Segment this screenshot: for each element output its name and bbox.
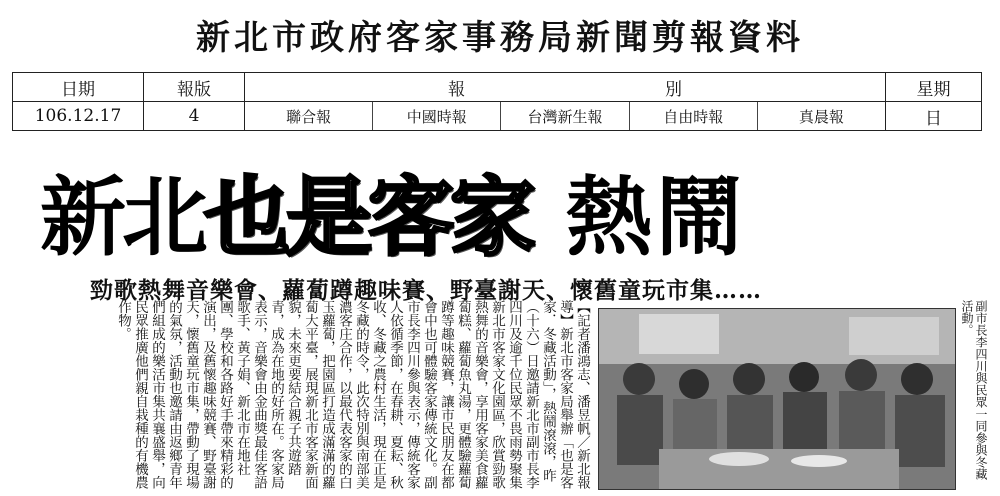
headline-part2: 也是客家 [204, 168, 532, 268]
paper-item: 真晨報 [798, 107, 844, 126]
article-subheadline: 勁歌熱舞音樂會、蘿蔔蹲趣味賽、野臺謝天、懷舊童玩市集…… [90, 277, 762, 304]
paper-label: 報 別 [245, 73, 886, 102]
edition-value: 4 [144, 102, 245, 131]
clipping-meta-table [12, 72, 982, 131]
weekday-value: 日 [886, 102, 982, 131]
date-value: 106.12.17 [13, 102, 144, 131]
article-body: 【記者潘鴻志、潘昱帆／新北報導】新北市客家局舉辦「也是客家．冬藏活動」，熱鬧滾滾，昨（十六）日邀請新北市副市長李四川及逾千位民眾不畏雨勢聚集新北市客家文化園區，欣賞勁歌熱舞的音樂會，享用客家美食蘿蔔糕、蘿蔔魚丸湯，更體驗蘿蔔蹲等趣味競賽，讓市民朋友在都會中也可體驗客家傳統文化。副市長李四川參與表示，傳統客家人依循季節，在春耕、夏耘、秋收、冬藏之農村生活，現在正是冬藏的時令，此次特別與南部美濃客庄合作，以最代表客家的白玉蘿蔔，把園區打造成滿滿的蘿蔔大平臺，展現新北市客家新面貌，未來更要結合親子共遊踏青，成為在地的好所在。客家局表示，音樂會由金曲獎最佳客語歌手、黃子娟、新北市在地社團、學校和各路好手帶來精彩的演出，及舊懷趣味競賽、野臺謝天，懷舊童玩市集，帶動了現場的氣氛，活動也邀請由返鄉青年們組成的樂活市集共襄盛舉，向民眾推廣他們親自栽種的有機農作物。 [115, 300, 590, 489]
paper-item: 中國時報 [373, 102, 501, 130]
paper-item: 聯合報 [245, 102, 373, 130]
photo-caption: 副市長李四川與民眾一同參與冬藏活動。 [960, 300, 988, 480]
article-photo [598, 308, 956, 490]
headline-part1: 新北 [40, 168, 204, 268]
paper-list [245, 102, 886, 131]
weekday-label: 星期 [886, 73, 982, 102]
date-label: 日期 [13, 73, 144, 102]
page-title: 新北市政府客家事務局新聞剪報資料 [196, 18, 804, 58]
paper-item: 台灣新生報 [501, 102, 629, 130]
edition-label: 報版 [144, 73, 245, 102]
crowd-photo-image [599, 309, 955, 489]
article-headline [40, 160, 985, 268]
headline-part3: 熱鬧 [566, 168, 746, 268]
paper-item: 自由時報 [630, 102, 758, 130]
